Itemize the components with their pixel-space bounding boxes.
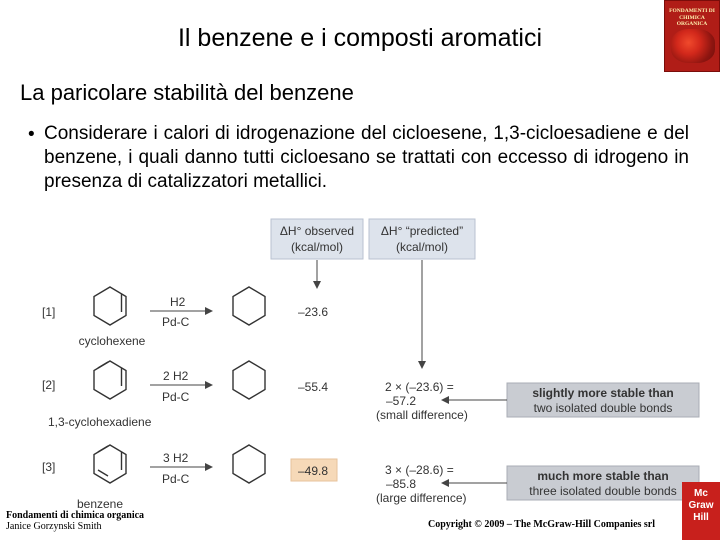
row3-difference: (large difference) (376, 491, 467, 505)
row2-predicted: –57.2 (386, 394, 417, 408)
row3-observed: –49.8 (298, 464, 329, 478)
header-observed-line1: ΔH° observed (279, 224, 355, 238)
row2-box-line2: two isolated double bonds (533, 401, 673, 415)
footer-book-title: Fondamenti di chimica organica (6, 510, 145, 521)
row3-cyclohexane-structure (233, 445, 265, 483)
row2-index: [2] (42, 378, 56, 392)
row3-reagent: 3 H2 (163, 451, 189, 465)
row3-index: [3] (42, 460, 56, 474)
cover-title: FONDAMENTI DI CHIMICA ORGANICA (669, 8, 715, 27)
bullet-text: Considerare i calori di idrogenazione del cicloesene, 1,3-cicloesadiene e del benzene, i quali danno tutti cicloesano se trattati con eccesso di idrogeno in presenza di catalizzatori metallici. (44, 123, 689, 192)
row2-difference: (small difference) (376, 408, 468, 422)
row3-predicted: –85.8 (386, 477, 417, 491)
footer-copyright: Copyright © 2009 – The McGraw-Hill Companies srl (428, 519, 656, 530)
row1-reagent: H2 (170, 295, 186, 309)
row2-observed: –55.4 (298, 380, 329, 394)
row3-catalyst: Pd-C (162, 472, 190, 486)
logo-line-2: Graw (688, 500, 714, 511)
page-title: Il benzene e i composti aromatici (177, 24, 543, 52)
row1-catalyst: Pd-C (162, 315, 190, 329)
row2-cyclohexane-structure (233, 361, 265, 399)
slide-subtitle: La paricolare stabilità del benzene (20, 80, 354, 105)
row3-calc: 3 × (–28.6) = (385, 463, 454, 477)
row2-catalyst: Pd-C (162, 390, 190, 404)
header-observed-line2: (kcal/mol) (290, 240, 344, 254)
row2-name: 1,3-cyclohexadiene (48, 415, 152, 429)
header-predicted-line2: (kcal/mol) (395, 240, 449, 254)
logo-line-1: Mc (694, 488, 708, 499)
benzene-double-bond-3 (98, 470, 108, 476)
logo-line-3: Hill (693, 512, 709, 523)
row1-name: cyclohexene (78, 334, 146, 348)
row3-box-line2: three isolated double bonds (529, 484, 677, 498)
header-predicted-box (369, 219, 475, 259)
row1-index: [1] (42, 305, 56, 319)
header-observed-box (271, 219, 363, 259)
row1-observed: –23.6 (298, 305, 329, 319)
bullet-marker: • (28, 124, 35, 145)
row3-box-line1: much more stable than (537, 469, 669, 483)
header-predicted-line1: ΔH° “predicted” (380, 224, 464, 238)
benzene-double-bond-2 (98, 446, 108, 452)
row2-calc: 2 × (–23.6) = (385, 380, 454, 394)
row2-reagent: 2 H2 (163, 369, 189, 383)
footer-book-info (6, 510, 144, 532)
footer-author: Janice Gorzynski Smith (6, 521, 102, 532)
publisher-logo (682, 482, 720, 540)
row1-cyclohexane-structure (233, 287, 265, 325)
row3-name: benzene (76, 497, 124, 511)
cyclohexadiene-double-bond-2 (98, 362, 108, 368)
row2-box-line1: slightly more stable than (532, 386, 674, 400)
